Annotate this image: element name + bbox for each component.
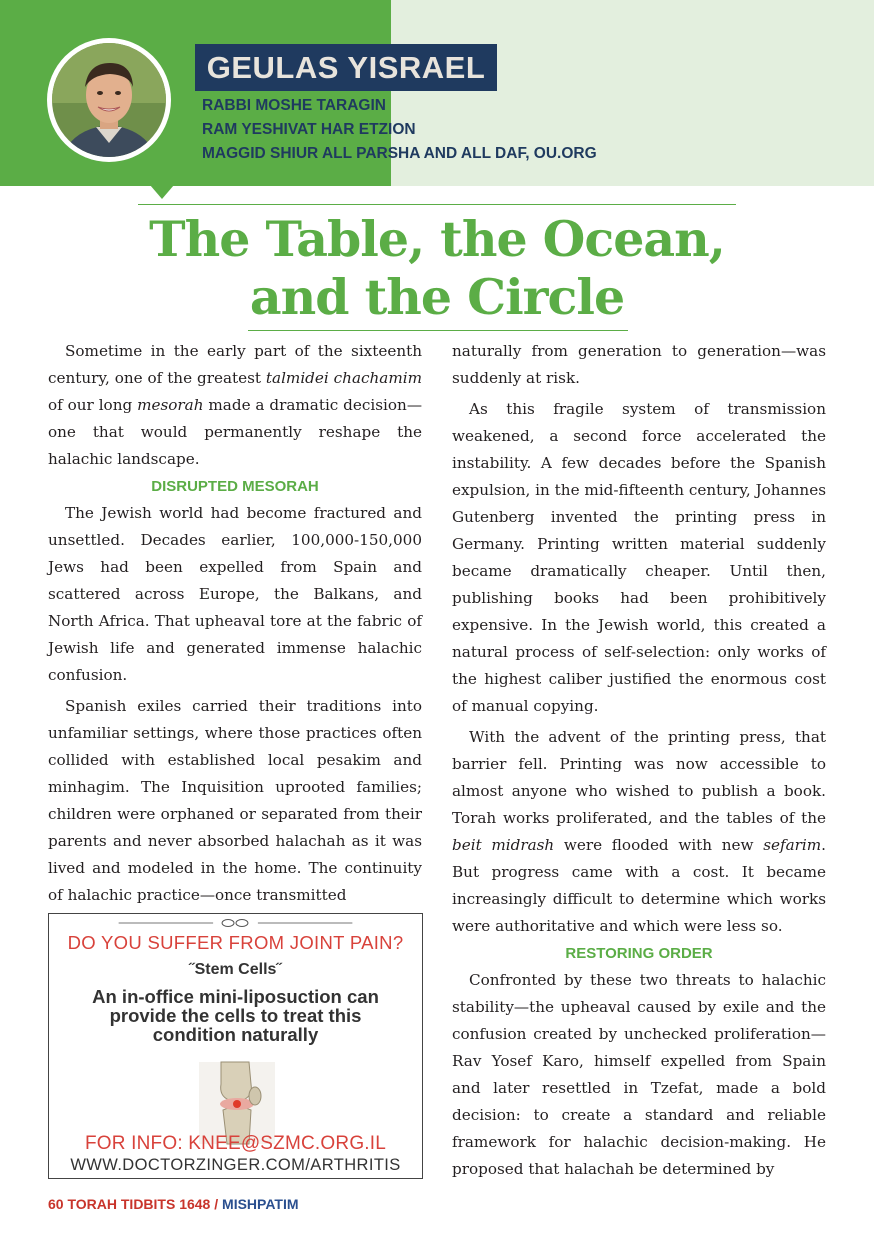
paragraph: Sometime in the early part of the sixteenth century, one of the greatest talmidei chachamim of our long mesorah made a dramatic decision—one that would permanently reshape the halachic landscape.	[48, 342, 423, 468]
article-title-line-1: The Table, the Ocean,	[149, 210, 725, 268]
left-column	[48, 338, 422, 909]
paragraph: With the advent of the printing press, that barrier fell. Printing was now accessible to almost anyone who wished to publish a book. Torah works proliferated, and the tables of the beit midrash were flooded with new sefarim. But progress came with a cost. It became increasingly difficult to determine which works were authoritative and which were less so.	[452, 728, 826, 935]
article-title-line-2: and the Circle	[249, 268, 625, 326]
right-column	[452, 338, 826, 1183]
footer-parsha: MISHPATIM	[222, 1196, 299, 1212]
author-name: RABBI MOSHE TARAGIN	[202, 97, 386, 114]
title-top-rule	[138, 204, 736, 205]
paragraph: Confronted by these two threats to halachic stability—the upheaval caused by exile and the confusion created by unchecked proliferation—Rav Yosef Karo, himself expelled from Spain and later resettled in Tzefat, made a bold decision: to create a standard and reliable framework for halachic decision-making. He proposed that halachah be determined by	[452, 971, 826, 1178]
ad-body-line: condition naturally	[152, 1024, 319, 1045]
author-portrait-icon	[52, 43, 166, 157]
page-footer	[48, 1196, 299, 1212]
ad-contact-email[interactable]: FOR INFO: KNEE@SZMC.ORG.IL	[84, 1133, 387, 1154]
advertisement[interactable]	[48, 913, 423, 1179]
ad-headline: DO YOU SUFFER FROM JOINT PAIN?	[67, 932, 404, 953]
paragraph: As this fragile system of transmission weakened, a second force accelerated the instability. A few decades before the Spanish expulsion, in the mid-fifteenth century, Johannes Gutenberg invented the printing press in Germany. Printing written material suddenly became dramatically cheaper. Until then, publishing books had been prohibitively expensive. In the Jewish world, this created a natural process of self-selection: only works of the highest caliber justified the enormous cost of manual copying.	[452, 400, 826, 715]
paragraph: The Jewish world had become fractured and unsettled. Decades earlier, 100,000-150,000 Jews had been expelled from Spain and scattered across Europe, the Balkans, and North Africa. That upheaval tore at the fabric of Jewish life and generated immense halachic confusion.	[48, 504, 422, 684]
footer-publication: 60 TORAH TIDBITS 1648	[48, 1196, 211, 1212]
subheading-restoring-order: RESTORING ORDER	[565, 945, 713, 962]
paragraph: Spanish exiles carried their traditions into unfamiliar settings, where those practices often collided with established local pesakim and minhagim. The Inquisition uprooted families; children were orphaned or separated from their parents and never absorbed halachah as it was lived and modeled in the home. The continuity of halachic practice—once transmitted	[48, 697, 422, 904]
author-avatar	[47, 38, 171, 162]
header-pointer	[150, 185, 174, 199]
column-title-box	[195, 44, 497, 91]
author-affiliation: MAGGID SHIUR ALL PARSHA AND ALL DAF, OU.ORG	[202, 145, 597, 162]
paragraph: naturally from generation to generation—was suddenly at risk.	[452, 342, 826, 387]
ad-body-line: provide the cells to treat this	[109, 1005, 362, 1026]
ornament-divider-icon	[49, 918, 422, 928]
column-title: GEULAS YISRAEL	[206, 50, 486, 85]
author-position: RAM YESHIVAT HAR ETZION	[202, 121, 416, 138]
subheading-disrupted-mesorah: DISRUPTED MESORAH	[151, 478, 319, 495]
ad-stem-cells: ˝Stem Cells˝	[189, 961, 282, 978]
ad-body-line: An in-office mini-liposuction can	[92, 986, 379, 1007]
footer-separator: /	[210, 1196, 223, 1212]
ad-website-link[interactable]: WWW.DOCTORZINGER.COM/ARTHRITIS	[70, 1156, 401, 1174]
title-bottom-rule	[248, 330, 628, 331]
